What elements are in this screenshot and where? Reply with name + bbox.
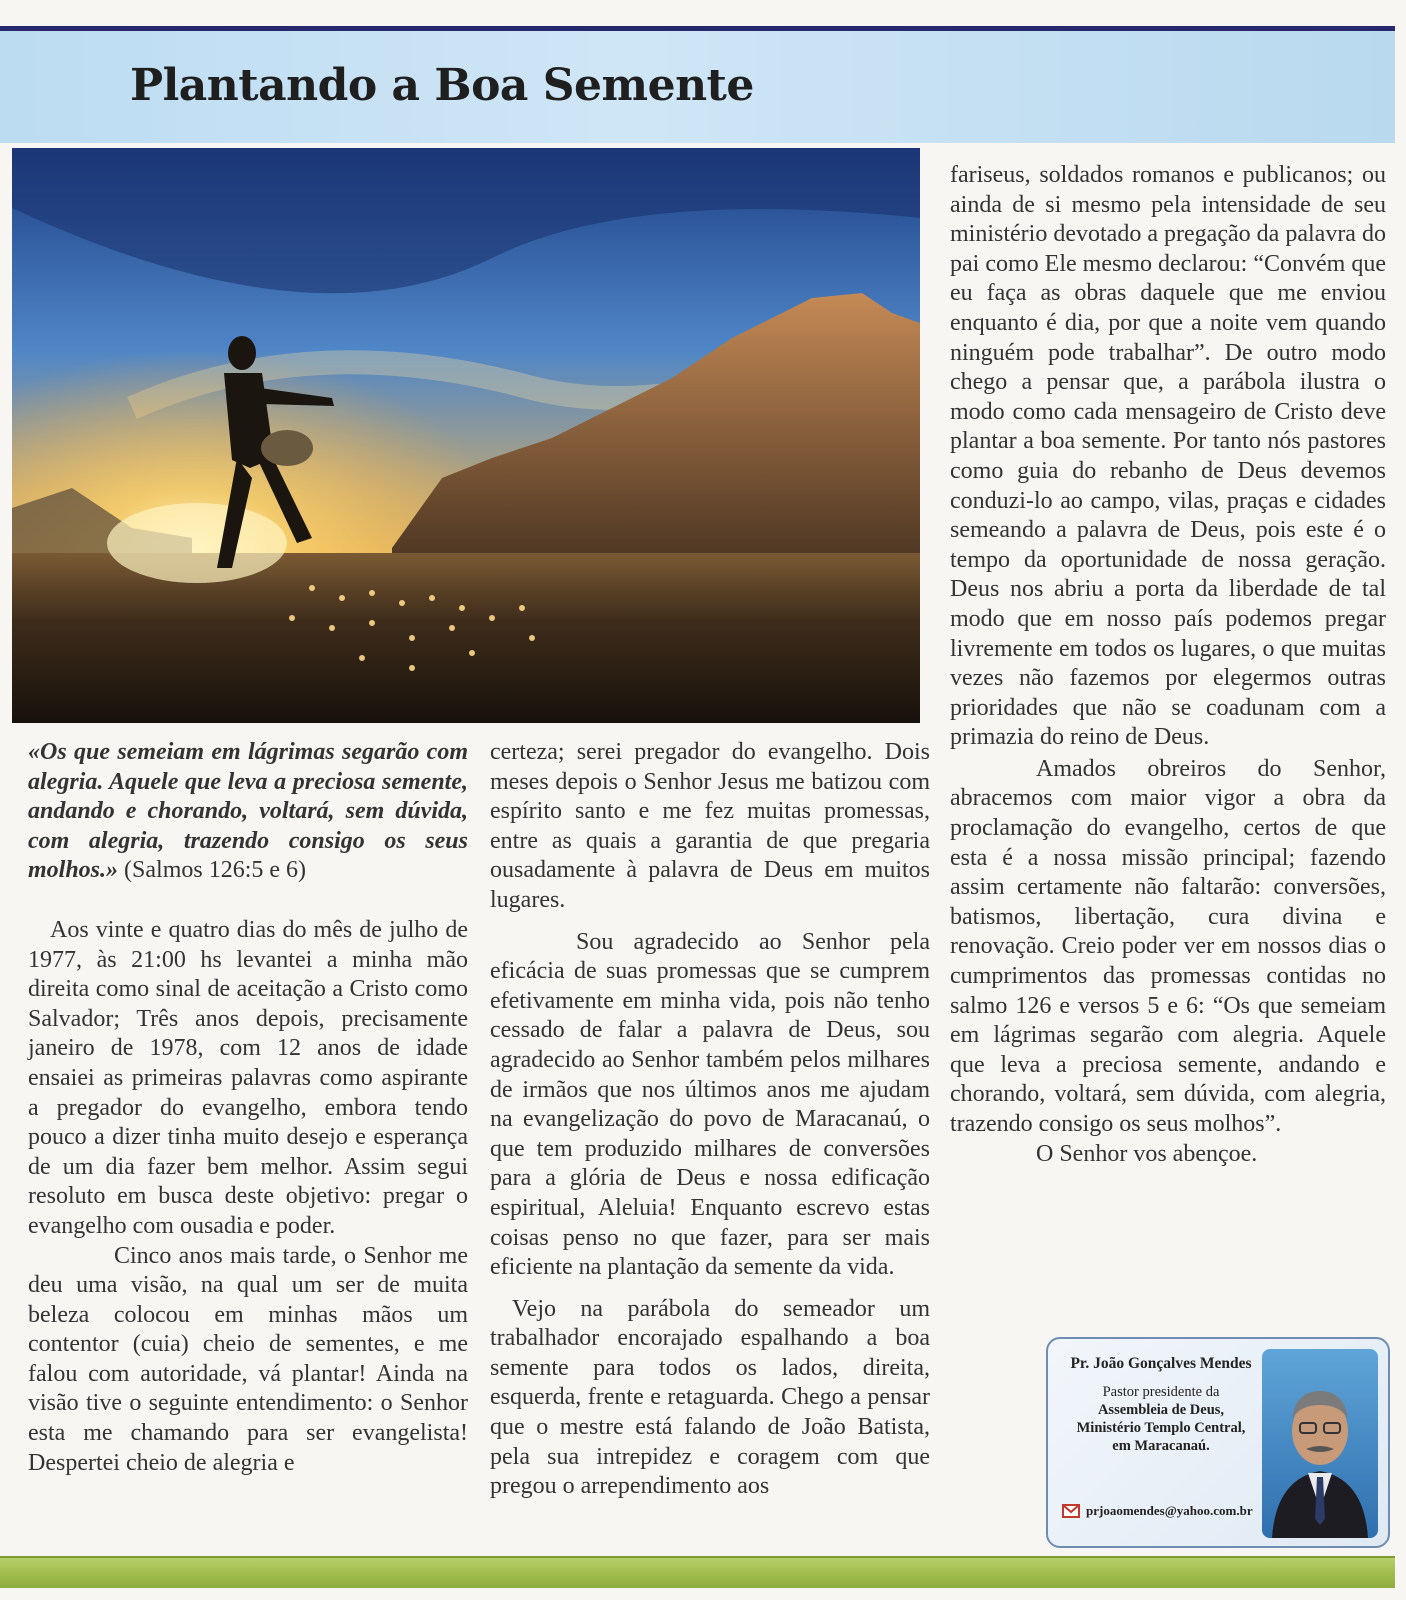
- scripture-reference: (Salmos 126:5 e 6): [124, 857, 307, 884]
- paragraph: Cinco anos mais tarde, o Senhor me deu uma visão, na qual um ser de muita beleza colocou em minhas mãos um contentor (cuia) cheio de sementes, e me falou com autoridade, vá plantar! Ainda na visão tive o seguinte entendimento: o Senhor esta me chamando para ser evangelista! Despertei cheio de alegria e: [28, 1242, 468, 1476]
- author-info: [1056, 1355, 1266, 1455]
- author-role: Pastor presidente da: [1102, 1384, 1220, 1400]
- paragraph: Sou agradecido ao Senhor pela eficácia de suas promessas que se cumprem efetivamente em minha vida, pois não tenho cessado de falar a palavra de Deus, sou agradecido ao Senhor também pelos milhares de irmãos que nos últimos anos me ajudam na evangelização do povo de Maracanaú, o que tem produzido milhares de conversões para a glória de Deus e nossa edificação espiritual, Aleluia! Enquanto escrevo estas coisas penso no que fazer, para ser mais eficiente na plantação da semente da vida.: [490, 928, 930, 1281]
- author-org-1: Assembleia de Deus,: [1097, 1402, 1225, 1418]
- author-name: Pr. João Gonçalves Mendes: [1070, 1355, 1252, 1372]
- scripture-quote: [28, 738, 468, 886]
- scripture-quote-text: «Os que semeiam em lágrimas segarão com alegria. Aquele que leva a preciosa semente, andando e chorando, voltará, sem dúvida, com alegria, trazendo consigo os seus molhos.»: [28, 739, 468, 884]
- paragraph: Vejo na parábola do semeador um trabalhador encorajado espalhando a boa semente para todos os lados, direita, esquerda, frente e retaguarda. Chego a pensar que o mestre está falando de João Batista, pela sua intrepidez e coragem com que pregou o arrependimento aos: [490, 1295, 930, 1500]
- author-portrait: [1262, 1349, 1378, 1538]
- email-address: prjoaomendes@yahoo.com.br: [1086, 1503, 1253, 1518]
- author-card: [1046, 1337, 1390, 1548]
- column-2: [490, 738, 930, 1502]
- paragraph: fariseus, soldados romanos e publicanos; ou ainda de si mesmo pela intensidade de seu ministério devotado a pregação da palavra do pai como Ele mesmo declarou: “Convém que eu faça as obras daquele que me enviou enquanto é dia, por que a noite vem quando ninguém pode trabalhar”. De outro modo chego a pensar que, a parábola ilustra o modo como cada mensageiro de Cristo deve plantar a boa semente. Por tanto nós pastores como guia do rebanho de Deus devemos conduzi-lo ao campo, vilas, praças e cidades semeando a palavra de Deus, pois este é o tempo da oportunidade de nossa geração. Deus nos abriu a porta da liberdade de tal modo que em nosso país podemos pregar livremente em todos os lugares, o que muitas vezes não fazemos por elegermos outras prioridades que não se coadunam com a primazia do reino de Deus.: [950, 162, 1386, 751]
- author-org-3: em Maracanaú.: [1112, 1438, 1210, 1454]
- column-1: [28, 738, 468, 1478]
- email-icon: [1062, 1504, 1080, 1518]
- column-3: [950, 161, 1386, 1169]
- author-email[interactable]: [1062, 1503, 1253, 1519]
- paragraph: Aos vinte e quatro dias do mês de julho de 1977, às 21:00 hs levantei a minha mão direita como sinal de aceitação a Cristo como Salvador; Três anos depois, precisamente janeiro de 1978, com 12 anos de idade ensaiei as primeiras palavras como aspirante a pregador do evangelho, embora tendo pouco a dizer tinha muito desejo e esperança de um dia fazer bem melhor. Assim segui resoluto em busca deste objetivo: pregar o evangelho com ousadia e poder.: [28, 916, 468, 1239]
- article-title: Plantando a Boa Semente: [130, 60, 754, 111]
- sower-field-image: [12, 148, 920, 723]
- paragraph: certeza; serei pregador do evangelho. Dois meses depois o Senhor Jesus me batizou com espírito santo e me fez muitas promessas, entre as quais a garantia de que pregaria ousadamente à palavra de Deus em muitos lugares.: [490, 739, 930, 913]
- bottom-band: [0, 1558, 1395, 1588]
- paragraph: Amados obreiros do Senhor, abracemos com maior vigor a obra da proclamação do evangelho, certos de que esta é a nossa missão principal; fazendo assim certamente não faltarão: conversões, batismos, libertação, cura divina e renovação. Creio poder ver em nossos dias o cumprimentos das promessas contidas no salmo 126 e versos 5 e 6: “Os que semeiam em lágrimas segarão com alegria. Aquele que leva a preciosa semente, andando e chorando, voltará, sem dúvida, com alegria, trazendo consigo os seus molhos”.: [950, 755, 1386, 1137]
- author-org-2: Ministério Templo Central,: [1076, 1420, 1246, 1436]
- paragraph: O Senhor vos abençoe.: [1036, 1140, 1258, 1167]
